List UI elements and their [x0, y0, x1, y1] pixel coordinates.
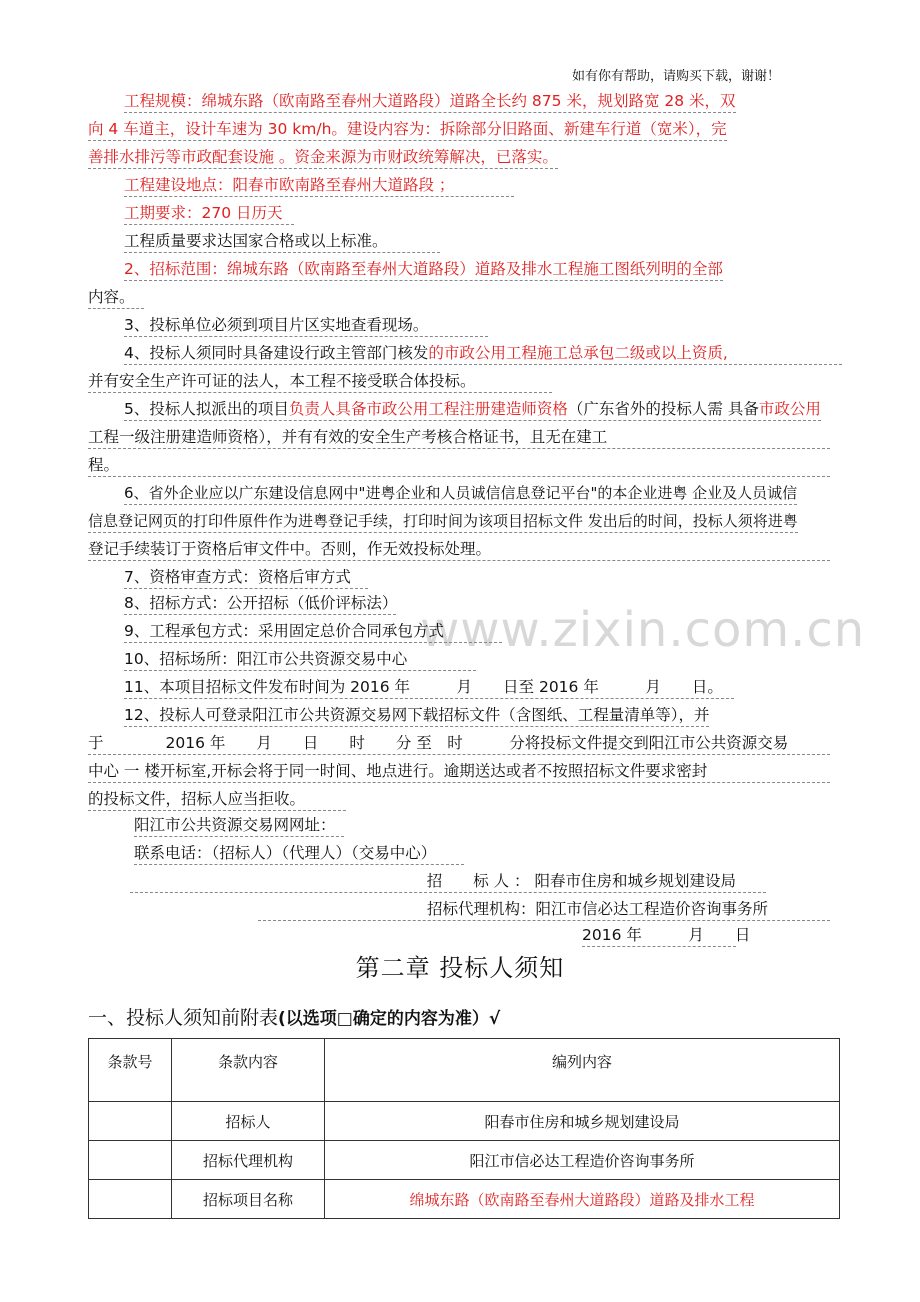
table-header-row	[89, 1039, 840, 1102]
date-line: 2016 年 月 日	[582, 924, 736, 947]
table-header-cell: 编列内容	[325, 1039, 840, 1102]
table-row	[89, 1141, 840, 1180]
item5-text-a: 5、投标人拟派出的项目	[124, 400, 289, 418]
item10-line: 10、招标场所：阳江市公共资源交易中心	[124, 648, 476, 671]
agency-line: 招标代理机构：阳江市信必达工程造价咨询事务所	[258, 898, 830, 921]
table-cell: 招标代理机构	[172, 1141, 325, 1180]
table-row	[89, 1180, 840, 1219]
item2-line-1: 2、招标范围：绵城东路（欧南路至春州大道路段）道路及排水工程施工图纸列明的全部	[124, 258, 723, 281]
table-cell: 招标项目名称	[172, 1180, 325, 1219]
table-cell	[89, 1180, 172, 1219]
table-header-cell: 条款号	[89, 1039, 172, 1102]
item5-line-1	[124, 398, 821, 421]
item5-text-b: 负责人具备市政公用工程注册建造师资格	[288, 400, 568, 418]
item2-line-2: 内容。	[88, 286, 144, 309]
table-cell: 阳春市住房和城乡规划建设局	[325, 1102, 840, 1141]
scale-line-3: 善排水排污等市政配套设施 。资金来源为市财政统筹解决，已落实。	[88, 146, 558, 169]
item6-line-2: 信息登记网页的打印件原件作为进粤登记手续，打印时间为该项目招标文件 发出后的时间，投标人须将进粤	[88, 510, 798, 533]
item4-line-2: 并有安全生产许可证的法人，本工程不接受联合体投标。	[88, 370, 552, 393]
chapter-title: 第二章 投标人须知	[355, 954, 565, 982]
scale-line-2: 向 4 车道主，设计车速为 30 km/h。建设内容为：拆除部分旧路面、新建车行道（宽米），完	[88, 118, 727, 141]
quality-line: 工程质量要求达国家合格或以上标准。	[124, 230, 440, 253]
section-title-main: 一、投标人须知前附表	[88, 1007, 279, 1029]
item12-line-4: 的投标文件，招标人应当拒收。	[88, 788, 346, 811]
item5-line-2: 工程一级注册建造师资格），并有有效的安全生产考核合格证书，且无在建工	[88, 426, 830, 449]
table-cell	[89, 1141, 172, 1180]
table-header-cell: 条款内容	[172, 1039, 325, 1102]
header-note: 如有你有帮助，请购买下载，谢谢！	[572, 69, 781, 84]
phone-line: 联系电话：（招标人）（代理人）（交易中心）	[134, 842, 464, 865]
item5-text-d: 市政公用	[758, 400, 821, 418]
location-line: 工程建设地点：阳春市欧南路至春州大道路段 ；	[124, 174, 514, 197]
table-row	[89, 1102, 840, 1141]
tenderer-line: 招 标 人 ： 阳春市住房和城乡规划建设局	[130, 870, 766, 893]
item5-line-3: 程。	[88, 454, 830, 477]
watermark: www.zixin.com.cn	[420, 602, 866, 658]
period-line: 工期要求：270 日历天	[124, 202, 294, 225]
table-cell	[89, 1102, 172, 1141]
section-title	[88, 1003, 500, 1030]
scale-line-1: 工程规模：绵城东路（欧南路至春州大道路段）道路全长约 875 米，规划路宽 28 米，双	[124, 90, 736, 113]
item12-line-1: 12、投标人可登录阳江市公共资源交易网下载招标文件（含图纸、工程量清单等），并	[124, 704, 709, 727]
item12-line-2: 于 2016 年 月 日 时 分 至 时 分将投标文件提交到阳江市公共资源交易	[88, 732, 830, 755]
website-line: 阳江市公共资源交易网网址：	[134, 814, 344, 837]
table-cell: 绵城东路（欧南路至春州大道路段）道路及排水工程	[325, 1180, 840, 1219]
item9-line: 9、工程承包方式：采用固定总价合同承包方式	[124, 620, 502, 643]
item6-line-1: 6、省外企业应以广东建设信息网中"进粤企业和人员诚信信息登记平台"的本企业进粤 企业及人员诚信	[124, 482, 797, 505]
item4-line-1	[124, 342, 842, 365]
item11-line: 11、本项目招标文件发布时间为 2016 年 月 日至 2016 年 月 日。	[124, 676, 734, 699]
item6-line-3: 登记手续装订于资格后审文件中。否则，作无效投标处理。	[88, 538, 830, 561]
item4-text: 4、投标人须同时具备建设行政主管部门核发	[124, 344, 429, 362]
item7-line: 7、资格审查方式：资格后审方式	[124, 566, 368, 589]
item12-line-3: 中心 一 楼开标室,开标会将于同一时间、地点进行。逾期送达或者不按照招标文件要求密封	[88, 760, 830, 783]
section-title-note: (以选项□确定的内容为准）√	[278, 1009, 501, 1029]
info-table	[88, 1038, 840, 1219]
item4-qualification: 的市政公用工程施工总承包二级或以上资质,	[428, 344, 728, 362]
table-cell: 招标人	[172, 1102, 325, 1141]
table-cell: 阳江市信必达工程造价咨询事务所	[325, 1141, 840, 1180]
item8-line: 8、招标方式：公开招标（低价评标法）	[124, 592, 396, 615]
item5-text-c: （广东省外的投标人需 具备	[567, 400, 759, 418]
item3-line: 3、投标单位必须到项目片区实地查看现场。	[124, 314, 488, 337]
